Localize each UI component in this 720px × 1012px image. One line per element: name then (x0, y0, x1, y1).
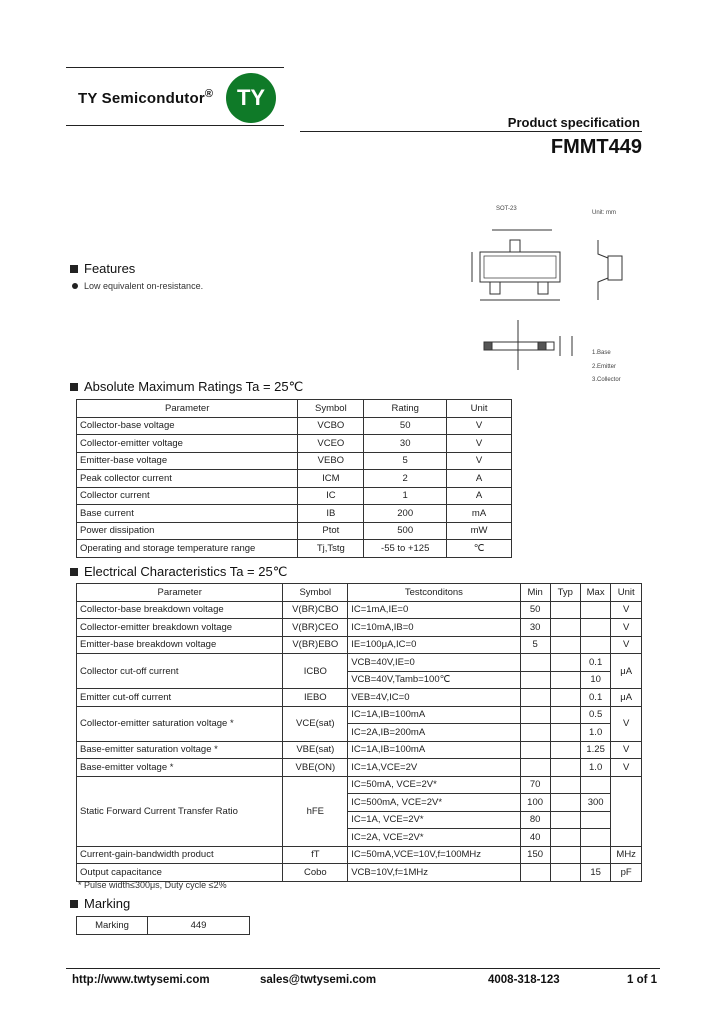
min-cell: 150 (520, 846, 550, 864)
unit-cell: V (611, 706, 642, 741)
footer-rule (66, 968, 660, 969)
max-cell (580, 846, 610, 864)
col-header: Unit (447, 400, 512, 418)
condition-cell: VCB=10V,f=1MHz (348, 864, 520, 882)
marking-value: 449 (148, 917, 250, 935)
footer-website[interactable]: http://www.twtysemi.com (72, 974, 210, 986)
param-cell: Emitter cut-off current (77, 689, 283, 707)
unit-cell: mW (447, 522, 512, 540)
elec-table (76, 583, 642, 882)
bullet-square-icon (70, 265, 78, 273)
typ-cell (550, 689, 580, 707)
unit-cell (611, 776, 642, 846)
header-rule-bottom (66, 125, 284, 126)
unit-cell: V (447, 435, 512, 453)
table-header-row (77, 400, 512, 418)
table-header-row (77, 584, 642, 602)
features-title: Features (70, 261, 135, 276)
param-cell: Peak collector current (77, 470, 298, 488)
symbol-cell: hFE (283, 776, 348, 846)
rating-cell: 50 (364, 417, 447, 435)
min-cell: 100 (520, 794, 550, 812)
symbol-cell: Cobo (283, 864, 348, 882)
elec-title: Electrical Characteristics Ta = 25℃ (70, 564, 287, 580)
table-row (77, 759, 642, 777)
typ-cell (550, 636, 580, 654)
col-header: Typ (550, 584, 580, 602)
bullet-square-icon (70, 900, 78, 908)
ty-logo: TY (226, 73, 276, 123)
unit-cell: V (611, 619, 642, 637)
condition-cell: IC=1A,VCE=2V (348, 759, 520, 777)
min-cell: 40 (520, 829, 550, 847)
symbol-cell: Ptot (298, 522, 364, 540)
symbol-cell: V(BR)CBO (283, 601, 348, 619)
condition-cell: IC=1mA,IE=0 (348, 601, 520, 619)
typ-cell (550, 706, 580, 724)
symbol-cell: VCEO (298, 435, 364, 453)
max-cell (580, 776, 610, 794)
unit-cell: V (611, 759, 642, 777)
rating-cell: 30 (364, 435, 447, 453)
symbol-cell: VEBO (298, 452, 364, 470)
param-cell: Current-gain-bandwidth product (77, 846, 283, 864)
unit-cell: A (447, 470, 512, 488)
param-cell: Base-emitter voltage * (77, 759, 283, 777)
min-cell (520, 654, 550, 672)
min-cell (520, 689, 550, 707)
min-cell: 80 (520, 811, 550, 829)
param-cell: Collector-emitter breakdown voltage (77, 619, 283, 637)
unit-cell: V (611, 636, 642, 654)
condition-cell: VCB=40V,IE=0 (348, 654, 520, 672)
symbol-cell: Tj,Tstg (298, 540, 364, 558)
condition-cell: IC=500mA, VCE=2V* (348, 794, 520, 812)
condition-cell: IE=100μA,IC=0 (348, 636, 520, 654)
part-number: FMMT449 (550, 136, 642, 158)
min-cell: 50 (520, 601, 550, 619)
typ-cell (550, 759, 580, 777)
feature-item: Low equivalent on-resistance. (72, 281, 203, 291)
max-cell: 0.5 (580, 706, 610, 724)
bullet-square-icon (70, 383, 78, 391)
typ-cell (550, 671, 580, 689)
footer-email[interactable]: sales@twtysemi.com (260, 974, 377, 986)
typ-cell (550, 601, 580, 619)
table-row (77, 776, 642, 794)
param-cell: Collector-base voltage (77, 417, 298, 435)
condition-cell: IC=2A,IB=200mA (348, 724, 520, 742)
unit-cell: MHz (611, 846, 642, 864)
table-row (77, 540, 512, 558)
condition-cell: VEB=4V,IC=0 (348, 689, 520, 707)
typ-cell (550, 864, 580, 882)
typ-cell (550, 846, 580, 864)
symbol-cell: VCBO (298, 417, 364, 435)
symbol-cell: V(BR)EBO (283, 636, 348, 654)
table-row (77, 636, 642, 654)
symbol-cell: fT (283, 846, 348, 864)
unit-cell: V (611, 601, 642, 619)
unit-cell: V (447, 452, 512, 470)
min-cell (520, 724, 550, 742)
sot23-outline (462, 200, 642, 400)
package-drawing: SOT-23 Unit: mm 1.Base 2.Emitter 3.Collector (462, 200, 642, 400)
condition-cell: IC=2A, VCE=2V* (348, 829, 520, 847)
abs-max-table (76, 399, 512, 558)
min-cell (520, 741, 550, 759)
param-cell: Power dissipation (77, 522, 298, 540)
param-cell: Static Forward Current Transfer Ratio (77, 776, 283, 846)
unit-cell: V (447, 417, 512, 435)
min-cell (520, 671, 550, 689)
max-cell: 1.25 (580, 741, 610, 759)
max-cell (580, 636, 610, 654)
min-cell: 70 (520, 776, 550, 794)
typ-cell (550, 619, 580, 637)
symbol-cell: IB (298, 505, 364, 523)
footer-page: 1 of 1 (627, 974, 658, 986)
symbol-cell: ICM (298, 470, 364, 488)
header-rule-top (66, 67, 284, 68)
col-header: Max (580, 584, 610, 602)
col-header: Symbol (298, 400, 364, 418)
table-row (77, 864, 642, 882)
col-header: Symbol (283, 584, 348, 602)
typ-cell (550, 724, 580, 742)
param-cell: Output capacitance (77, 864, 283, 882)
typ-cell (550, 829, 580, 847)
table-row (77, 619, 642, 637)
min-cell: 30 (520, 619, 550, 637)
max-cell: 10 (580, 671, 610, 689)
condition-cell: VCB=40V,Tamb=100℃ (348, 671, 520, 689)
table-row (77, 741, 642, 759)
min-cell (520, 864, 550, 882)
table-row (77, 601, 642, 619)
max-cell (580, 811, 610, 829)
unit-cell: mA (447, 505, 512, 523)
symbol-cell: VBE(ON) (283, 759, 348, 777)
max-cell: 300 (580, 794, 610, 812)
condition-cell: IC=50mA,VCE=10V,f=100MHz (348, 846, 520, 864)
symbol-cell: V(BR)CEO (283, 619, 348, 637)
condition-cell: IC=1A,IB=100mA (348, 741, 520, 759)
col-header: Parameter (77, 584, 283, 602)
symbol-cell: IC (298, 487, 364, 505)
table-row (77, 435, 512, 453)
condition-cell: IC=1A,IB=100mA (348, 706, 520, 724)
typ-cell (550, 654, 580, 672)
table-row (77, 452, 512, 470)
marking-label: Marking (77, 917, 148, 935)
col-header: Rating (364, 400, 447, 418)
abs-max-title: Absolute Maximum Ratings Ta = 25℃ (70, 379, 303, 395)
col-header: Min (520, 584, 550, 602)
max-cell (580, 601, 610, 619)
table-row (77, 689, 642, 707)
footer-phone: 4008-318-123 (488, 974, 560, 986)
pulse-note: * Pulse width≤300μs, Duty cycle ≤2% (78, 880, 227, 890)
unit-cell: pF (611, 864, 642, 882)
max-cell: 15 (580, 864, 610, 882)
product-spec-label: Product specification (507, 115, 640, 130)
param-cell: Operating and storage temperature range (77, 540, 298, 558)
max-cell: 0.1 (580, 654, 610, 672)
min-cell: 5 (520, 636, 550, 654)
table-row (77, 846, 642, 864)
symbol-cell: IEBO (283, 689, 348, 707)
min-cell (520, 759, 550, 777)
param-cell: Emitter-base voltage (77, 452, 298, 470)
max-cell (580, 619, 610, 637)
rating-cell: 2 (364, 470, 447, 488)
unit-cell: V (611, 741, 642, 759)
typ-cell (550, 741, 580, 759)
unit-cell: μA (611, 654, 642, 689)
param-cell: Base current (77, 505, 298, 523)
col-header: Testconditons (348, 584, 520, 602)
rating-cell: 5 (364, 452, 447, 470)
unit-cell: μA (611, 689, 642, 707)
table-row (77, 470, 512, 488)
spec-rule (300, 131, 642, 132)
unit-cell: ℃ (447, 540, 512, 558)
min-cell (520, 706, 550, 724)
unit-cell: A (447, 487, 512, 505)
max-cell: 1.0 (580, 759, 610, 777)
symbol-cell: ICBO (283, 654, 348, 689)
marking-table (76, 916, 250, 935)
rating-cell: 200 (364, 505, 447, 523)
table-row (77, 917, 250, 935)
rating-cell: 500 (364, 522, 447, 540)
typ-cell (550, 776, 580, 794)
param-cell: Base-emitter saturation voltage * (77, 741, 283, 759)
rating-cell: 1 (364, 487, 447, 505)
col-header: Unit (611, 584, 642, 602)
rating-cell: -55 to +125 (364, 540, 447, 558)
bullet-square-icon (70, 568, 78, 576)
symbol-cell: VBE(sat) (283, 741, 348, 759)
brand-name: TY Semicondutor® (78, 88, 214, 107)
param-cell: Collector cut-off current (77, 654, 283, 689)
condition-cell: IC=10mA,IB=0 (348, 619, 520, 637)
max-cell: 0.1 (580, 689, 610, 707)
param-cell: Collector-emitter saturation voltage * (77, 706, 283, 741)
table-row (77, 417, 512, 435)
max-cell (580, 829, 610, 847)
table-row (77, 522, 512, 540)
bullet-dot-icon (72, 283, 78, 289)
condition-cell: IC=50mA, VCE=2V* (348, 776, 520, 794)
max-cell: 1.0 (580, 724, 610, 742)
param-cell: Collector-emitter voltage (77, 435, 298, 453)
table-row (77, 654, 642, 672)
typ-cell (550, 794, 580, 812)
param-cell: Emitter-base breakdown voltage (77, 636, 283, 654)
table-row (77, 505, 512, 523)
marking-title: Marking (70, 896, 130, 911)
col-header: Parameter (77, 400, 298, 418)
symbol-cell: VCE(sat) (283, 706, 348, 741)
param-cell: Collector-base breakdown voltage (77, 601, 283, 619)
table-row (77, 706, 642, 724)
table-row (77, 487, 512, 505)
typ-cell (550, 811, 580, 829)
param-cell: Collector current (77, 487, 298, 505)
condition-cell: IC=1A, VCE=2V* (348, 811, 520, 829)
